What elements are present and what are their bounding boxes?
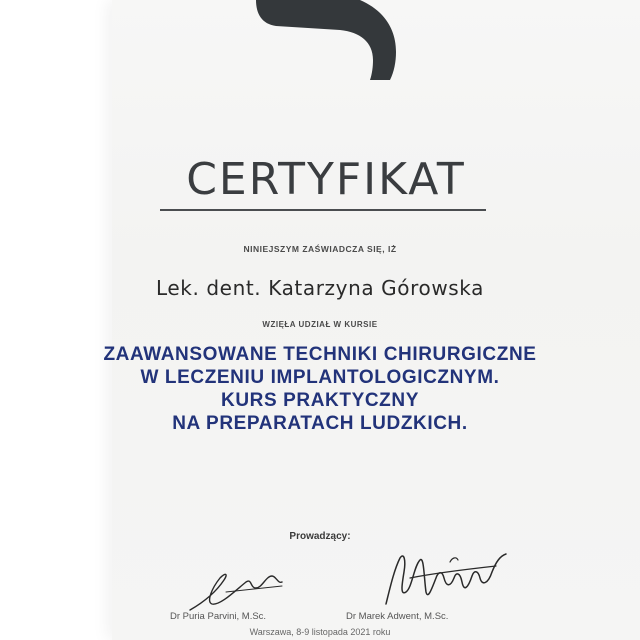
recipient-name: Lek. dent. Katarzyna Górowska	[155, 276, 484, 300]
title-divider	[160, 209, 486, 211]
led-by-label: Prowadzący:	[289, 531, 351, 542]
signer-name-left: Dr Puria Parvini, M.Sc.	[170, 611, 267, 622]
course-title-line: ZAAWANSOWANE TECHNIKI CHIRURGICZNE	[103, 344, 537, 365]
course-title-line: W LECZENIU IMPLANTOLOGICZNYM.	[140, 367, 500, 388]
course-title-line: NA PREPARATACH LUDZKICH.	[172, 413, 468, 434]
logo-s-mark	[248, 0, 398, 100]
course-title-line: KURS PRAKTYCZNY	[221, 390, 419, 411]
signer-name-right: Dr Marek Adwent, M.Sc.	[346, 611, 449, 622]
place-date: Warszawa, 8-9 listopada 2021 roku	[249, 627, 391, 637]
intro-text: NINIEJSZYM ZAŚWIADCZA SIĘ, IŻ	[243, 244, 397, 254]
course-title	[64, 343, 576, 435]
signature-left	[186, 562, 296, 614]
took-part-text: WZIĘŁA UDZIAŁ W KURSIE	[262, 320, 378, 329]
signature-right	[380, 548, 510, 612]
certificate-title: CERTYFIKAT	[186, 154, 466, 205]
